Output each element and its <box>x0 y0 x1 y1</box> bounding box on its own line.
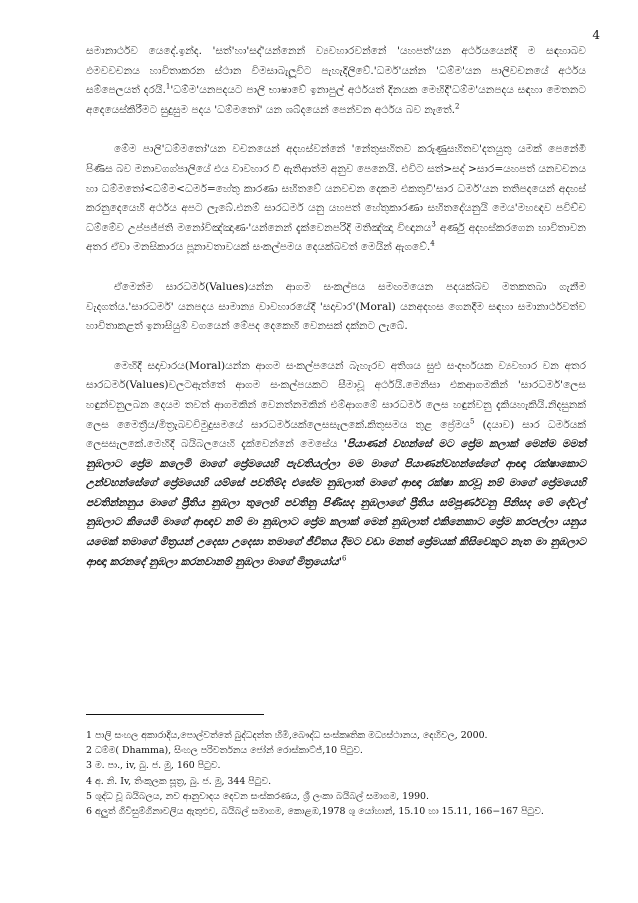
body-text <box>86 42 586 592</box>
footnote-ref-5[interactable]: 5 <box>469 416 475 425</box>
footnote-3: 3 ම. පා., iv, බු. ජ. මු, 160 පිටුව. <box>86 760 221 772</box>
footnote-4: 4 අ. නි. Iv, තිංකුලක සූත්‍ර, බු. ජ. මු, 344 පිටුව. <box>86 775 272 787</box>
footnote-ref-2[interactable]: 2 <box>455 102 460 111</box>
footnote-2: 2 ධම්ම( Dhamma), සිංහල පරිවර්තනය ජෝන් රොස්කාට්ජ්,10 පිටුව. <box>86 745 363 757</box>
footnote-ref-4[interactable]: 4 <box>430 239 435 248</box>
bible-quote: 'පියාණන් වහන්සේ මට ප්‍රේම කලාක් මෙන්ම මමත් නුඹලාට ප්‍රේම කලෙමි මාගේ ප්‍රේමයෙහි පැවතියල්ලා මම මාගේ පියාණන්වහන්සේගේ ආඥා රක්ෂාකොට උන්වහන්සේගේ ප්‍රේමයෙහි යම්සේ පවතිම්ද එසේම නුඹලාත් මාගේ ආඥා රක්ෂා කරවූ නම් මාගේ ප්‍රේමයෙහි පවතින්නනුය මාගේ ප්‍රීතිය නුඹලා තුලෙහි පවතිනු පිණිසද නුඹලාගේ ප්‍රීතිය සම්පූර්ණවනු පිනිසද මේ දේවල් නුඹලාට කියෙමි මාගේ ආඥාව නම් මා නුඹලාට ප්‍රේම කලාක් මෙන් නුඹලාත් එකිනෙකාට ප්‍රේම කරපල්ලා යනුය යමෙක් තමාගේ මිත්‍රයන් උදෙසා උදෙසා තමාගේ ජීවිතය දීමට වඩා මනත් ප්‍රේමයක් කිසිවෙකුට නැත මා නුඹලාට ආඥා කරනදේ නුඹලා කරනවානම් නුඹලා මාගේ මිත්‍රයෝය' <box>86 438 586 568</box>
paragraph-1: සමානාර්ථව යෙදේ.ඉන්ද. 'සත්'හා'සද්'යන්නෙන් ව්‍යවහාරවන්නේ 'යහපත්'යන අර්ථයයෙන්දී ම සඳහාබව ඵමවවචනය හාවිතාකරන ස්ථාන විමසාබැලූවිට පැහැදිලිවේ.'ධර්ම'යන්න 'ධම්ම'යන පාලිවචනයේ අර්ථය සම්පෙලයත් දරයි.$^1$'ධම්ම'යනපදයට පාලි භාෂාවේ ඉනාපුල් අර්ථයත් දිනයක මෙහිදී'ධම්ම'යනපදය සඳහා මෙතනට අදෙයෙස්කිරීමට සුදුසුම පදය 'ධම්මතෝ' යන ශබ්දයෙන් පෙන්වන අර්ථය බව නැතේ.$^2$ <box>86 45 586 116</box>
footnote-1: 1 පාලි සංහල අකාරාදිය,පොල්වත්තේ බුද්ධදත්ත හිමි,බෞද්ධ සංස්කෘතික මධ්‍යස්ථානය, දෙහිවල, 2000. <box>86 730 488 741</box>
footnote-ref-6[interactable]: 6 <box>341 554 347 563</box>
footnotes <box>86 728 606 819</box>
paragraph-4: මෙහිදී සදාචාරය(Moral)යන්න ආගම සංකල්පයෙන් බැහැරව අතිශය සුළු සංදර්භයක ව්‍යවහාර වන අතර සාරධර්ම(Values)වලටඇත්තේ ආගම සංකල්පයකට සීමාවූ අර්ථයි.මෙනිසා එකආගමකින් 'සාරධර්ම'ලෙස හඳුන්වනුලබන දෙයම තවත් ආගමකින් වෙනත්නමකින් එම්ආගමේ සාරධර්ම ලෙස හඳුන්වනු දැකියහැකියි.නිදසුනක් ලෙස මෛත්‍රීය/මිත්‍රැබවවිමුදුසමයේ සාරධර්මයක්ලෙසසැලකේ.කිතුසමය තුළ ප්‍රේමය$^5$ (දයාව) සාර ධර්මයක් ලෙසසැලකේ.මෙහිදී බයිබලයෙහි දැක්වෙන්නේ මෙසේය 'පියාණන් වහන්සේ මට ප්‍රේම කලාක් මෙන්ම මමත් නුඹලාට ප්‍රේම කලෙමි මාගේ ප්‍රේමයෙහි පැවතියල්ලා මම මාගේ පියාණන්වහන්සේගේ ආඥා රක්ෂාකොට උන්වහන්සේගේ ප්‍රේමයෙහි යම්සේ පවතිම්ද එසේම නුඹලාත් මාගේ ආඥා රක්ෂා කරවූ නම් මාගේ ප්‍රේමයෙහි පවතින්නනුය මාගේ ප්‍රීතිය නුඹලා තුලෙහි පවතිනු පිණිසද නුඹලාගේ ප්‍රීතිය සම්පූර්ණවනු පිනිසද මේ දේවල් නුඹලාට කියෙමි මාගේ ආඥාව නම් මා නුඹලාට ප්‍රේම කලාක් මෙන් නුඹලාත් එකිනෙකාට ප්‍රේම කරපල්ලා යනුය යමෙක් තමාගේ මිත්‍රයන් උදෙසා උදෙසා තමාගේ ජීවිතය දීමට වඩා මනත් ප්‍රේමයක් කිසිවෙකුට නැත මා නුඹලාට ආඥා කරනදේ නුඹලා කරනවානම් නුඹලා මාගේ $මිත්‍රයෝය'^6$ <box>86 359 586 568</box>
footnote-6: 6 අලුත් ගිවිසුම්ගිනාවලිය ඇතුළුව, බයිබල් සමාගම, කොළඹ,1978 ශු යෝහාන්, 15.10 හා 15.11, 166−167 පිටුව. <box>86 806 544 818</box>
footnote-5: 5 ශුද්ධ වූ බයිබලය, නව ආනුවාදය දෙවන සංස්කරණය, ශ්‍රී ලංකා බයිබල් සමාගම, 1990. <box>86 790 429 802</box>
page-number: 4 <box>592 28 600 42</box>
paragraph-2: මේම පාලි'ධම්මතෝ'යන වචනයෙන් අදහස්වන්නේ 'නේතුසහිතව කරුණුසහිතව'දතයුතු යමක් පෙනේමී පිණිස බව මනාවගග්පාලියේ එය වාවහාර වී ඇතිආත්ම අනුව පෙනෙයි. එවිට සත්>සද් >සාර=යහපත් යනවචනය හා ධම්මතෝ<ධම්ම<ධර්ම=හේතු කාරණා සහිතවේ යනවචන දෙකම එකතුවී'සාර ධර්ම'යන තතිපදයෙන් අදහස් කරනුදෙයෙහි අර්ථය අපට ලැබේ.එනම් සාරධර්ම යනු යහපත් හේතුකාරණා සහිතදේයනුයි මෙය'මහඥව පවිච්ච ධම්මේව උප්පජ්ජති මනෝවිඤ්ඤාණං'යන්නෙන් දැක්වෙනපරිදි මතිඤ්ඤා විඥානය$^3$ අර්ණු අදහස්කරගෙන හාවිතාවන අතර ඒවා මනසිකාරය පූනාවතාවයක් සංකල්පමය දෙයක්බවත් මෙයින් ඇගවේ.$^4$ <box>86 143 586 254</box>
footnote-ref-3[interactable]: 3 <box>431 220 436 229</box>
footnote-divider <box>86 714 264 715</box>
paragraph-3: ඒමෙන්ම සාරධර්ම(Values)යන්න ආගම සංකල්පය සමඟමයෙන පදයක්බව මතකතබා ගැනීම වැදගත්ය.'සාරධර්ම' යනපදය සාමාන්‍ය වාවහාරයේදී 'සදාචාර'(Moral) යනඅදහස ගෙනදීම සඳහා සමානාර්ථවත්ව හාවිතාකළත් ඉනාසියුම් වගයෙන් මේපද දෙකෙහි වෙනසක් දක්නට ලැබේ. <box>86 280 586 333</box>
footnote-ref-1[interactable]: 1 <box>165 82 171 91</box>
